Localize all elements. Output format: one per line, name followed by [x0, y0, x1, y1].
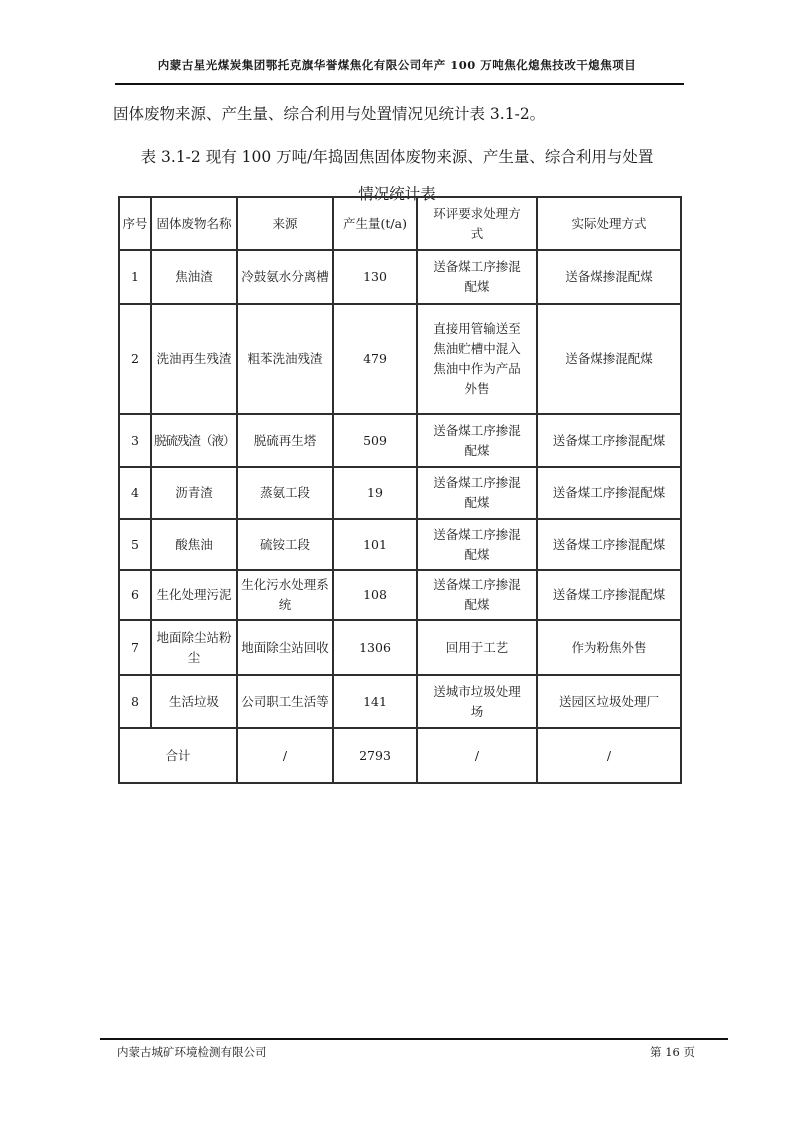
table-row-8 [119, 675, 681, 728]
cell-index: 5 [119, 519, 151, 570]
table-row-1 [119, 250, 681, 304]
cell-waste-name: 洗油再生残渣 [151, 304, 237, 414]
cell-actual-method: 送备煤掺混配煤 [537, 304, 681, 414]
cell-actual-method: 作为粉焦外售 [537, 620, 681, 675]
cell-amount: 101 [333, 519, 417, 570]
cell-index: 2 [119, 304, 151, 414]
table-row-7 [119, 620, 681, 675]
cell-waste-name: 脱硫残渣（液） [151, 414, 237, 467]
cell-waste-name: 沥青渣 [151, 467, 237, 519]
footer-page-number: 第 16 页 [650, 1045, 695, 1059]
footer-company: 内蒙古城矿环境检测有限公司 [117, 1045, 267, 1059]
cell-source: 公司职工生活等 [237, 675, 333, 728]
cell-amount: 509 [333, 414, 417, 467]
cell-waste-name: 焦油渣 [151, 250, 237, 304]
table-row-4 [119, 467, 681, 519]
cell-index: 7 [119, 620, 151, 675]
intro-paragraph: 固体废物来源、产生量、综合利用与处置情况见统计表 3.1-2。 [113, 105, 546, 123]
table-row-2 [119, 304, 681, 414]
cell-waste-name: 生化处理污泥 [151, 570, 237, 620]
col-header-waste-name: 固体废物名称 [151, 197, 237, 250]
cell-eia-method: 直接用管输送至焦油贮槽中混入焦油中作为产品外售 [417, 304, 537, 414]
cell-amount: 1306 [333, 620, 417, 675]
table-row-5 [119, 519, 681, 570]
cell-total-eia-method: / [417, 728, 537, 783]
cell-eia-method: 送备煤工序掺混配煤 [417, 570, 537, 620]
cell-index: 3 [119, 414, 151, 467]
cell-actual-method: 送备煤工序掺混配煤 [537, 519, 681, 570]
cell-actual-method: 送备煤工序掺混配煤 [537, 414, 681, 467]
header-rule [115, 83, 684, 85]
cell-eia-method: 回用于工艺 [417, 620, 537, 675]
cell-waste-name: 酸焦油 [151, 519, 237, 570]
cell-index: 1 [119, 250, 151, 304]
cell-eia-method: 送备煤工序掺混配煤 [417, 519, 537, 570]
cell-actual-method: 送园区垃圾处理厂 [537, 675, 681, 728]
table-title-line2: 情况统计表 [358, 185, 436, 203]
cell-index: 4 [119, 467, 151, 519]
cell-total-amount: 2793 [333, 728, 417, 783]
col-header-amount: 产生量(t/a) [333, 197, 417, 250]
cell-eia-method: 送城市垃圾处理场 [417, 675, 537, 728]
document-header-title: 内蒙古星光煤炭集团鄂托克旗华誉煤焦化有限公司年产 100 万吨焦化熄焦技改干熄焦项目 [157, 58, 637, 72]
cell-total-label: 合计 [119, 728, 237, 783]
cell-total-source: / [237, 728, 333, 783]
cell-amount: 108 [333, 570, 417, 620]
cell-index: 8 [119, 675, 151, 728]
col-header-source: 来源 [237, 197, 333, 250]
cell-source: 粗苯洗油残渣 [237, 304, 333, 414]
cell-amount: 130 [333, 250, 417, 304]
cell-waste-name: 生活垃圾 [151, 675, 237, 728]
table-row-6 [119, 570, 681, 620]
cell-source: 硫铵工段 [237, 519, 333, 570]
cell-source: 冷鼓氨水分离槽 [237, 250, 333, 304]
cell-eia-method: 送备煤工序掺混配煤 [417, 250, 537, 304]
cell-actual-method: 送备煤工序掺混配煤 [537, 467, 681, 519]
cell-source: 蒸氨工段 [237, 467, 333, 519]
cell-amount: 479 [333, 304, 417, 414]
cell-eia-method: 送备煤工序掺混配煤 [417, 414, 537, 467]
cell-source: 脱硫再生塔 [237, 414, 333, 467]
cell-eia-method: 送备煤工序掺混配煤 [417, 467, 537, 519]
cell-amount: 141 [333, 675, 417, 728]
cell-waste-name: 地面除尘站粉尘 [151, 620, 237, 675]
cell-amount: 19 [333, 467, 417, 519]
solid-waste-table [118, 196, 682, 784]
table-title-line1: 表 3.1-2 现有 100 万吨/年捣固焦固体废物来源、产生量、综合利用与处置 [140, 148, 654, 166]
table-header-row [119, 197, 681, 250]
cell-source: 生化污水处理系统 [237, 570, 333, 620]
cell-source: 地面除尘站回收 [237, 620, 333, 675]
cell-actual-method: 送备煤工序掺混配煤 [537, 570, 681, 620]
col-header-actual-method: 实际处理方式 [537, 197, 681, 250]
table-row-3 [119, 414, 681, 467]
col-header-index: 序号 [119, 197, 151, 250]
cell-index: 6 [119, 570, 151, 620]
footer-rule [100, 1038, 728, 1040]
cell-actual-method: 送备煤掺混配煤 [537, 250, 681, 304]
table-total-row [119, 728, 681, 783]
cell-total-actual-method: / [537, 728, 681, 783]
col-header-eia-method: 环评要求处理方式 [417, 197, 537, 250]
